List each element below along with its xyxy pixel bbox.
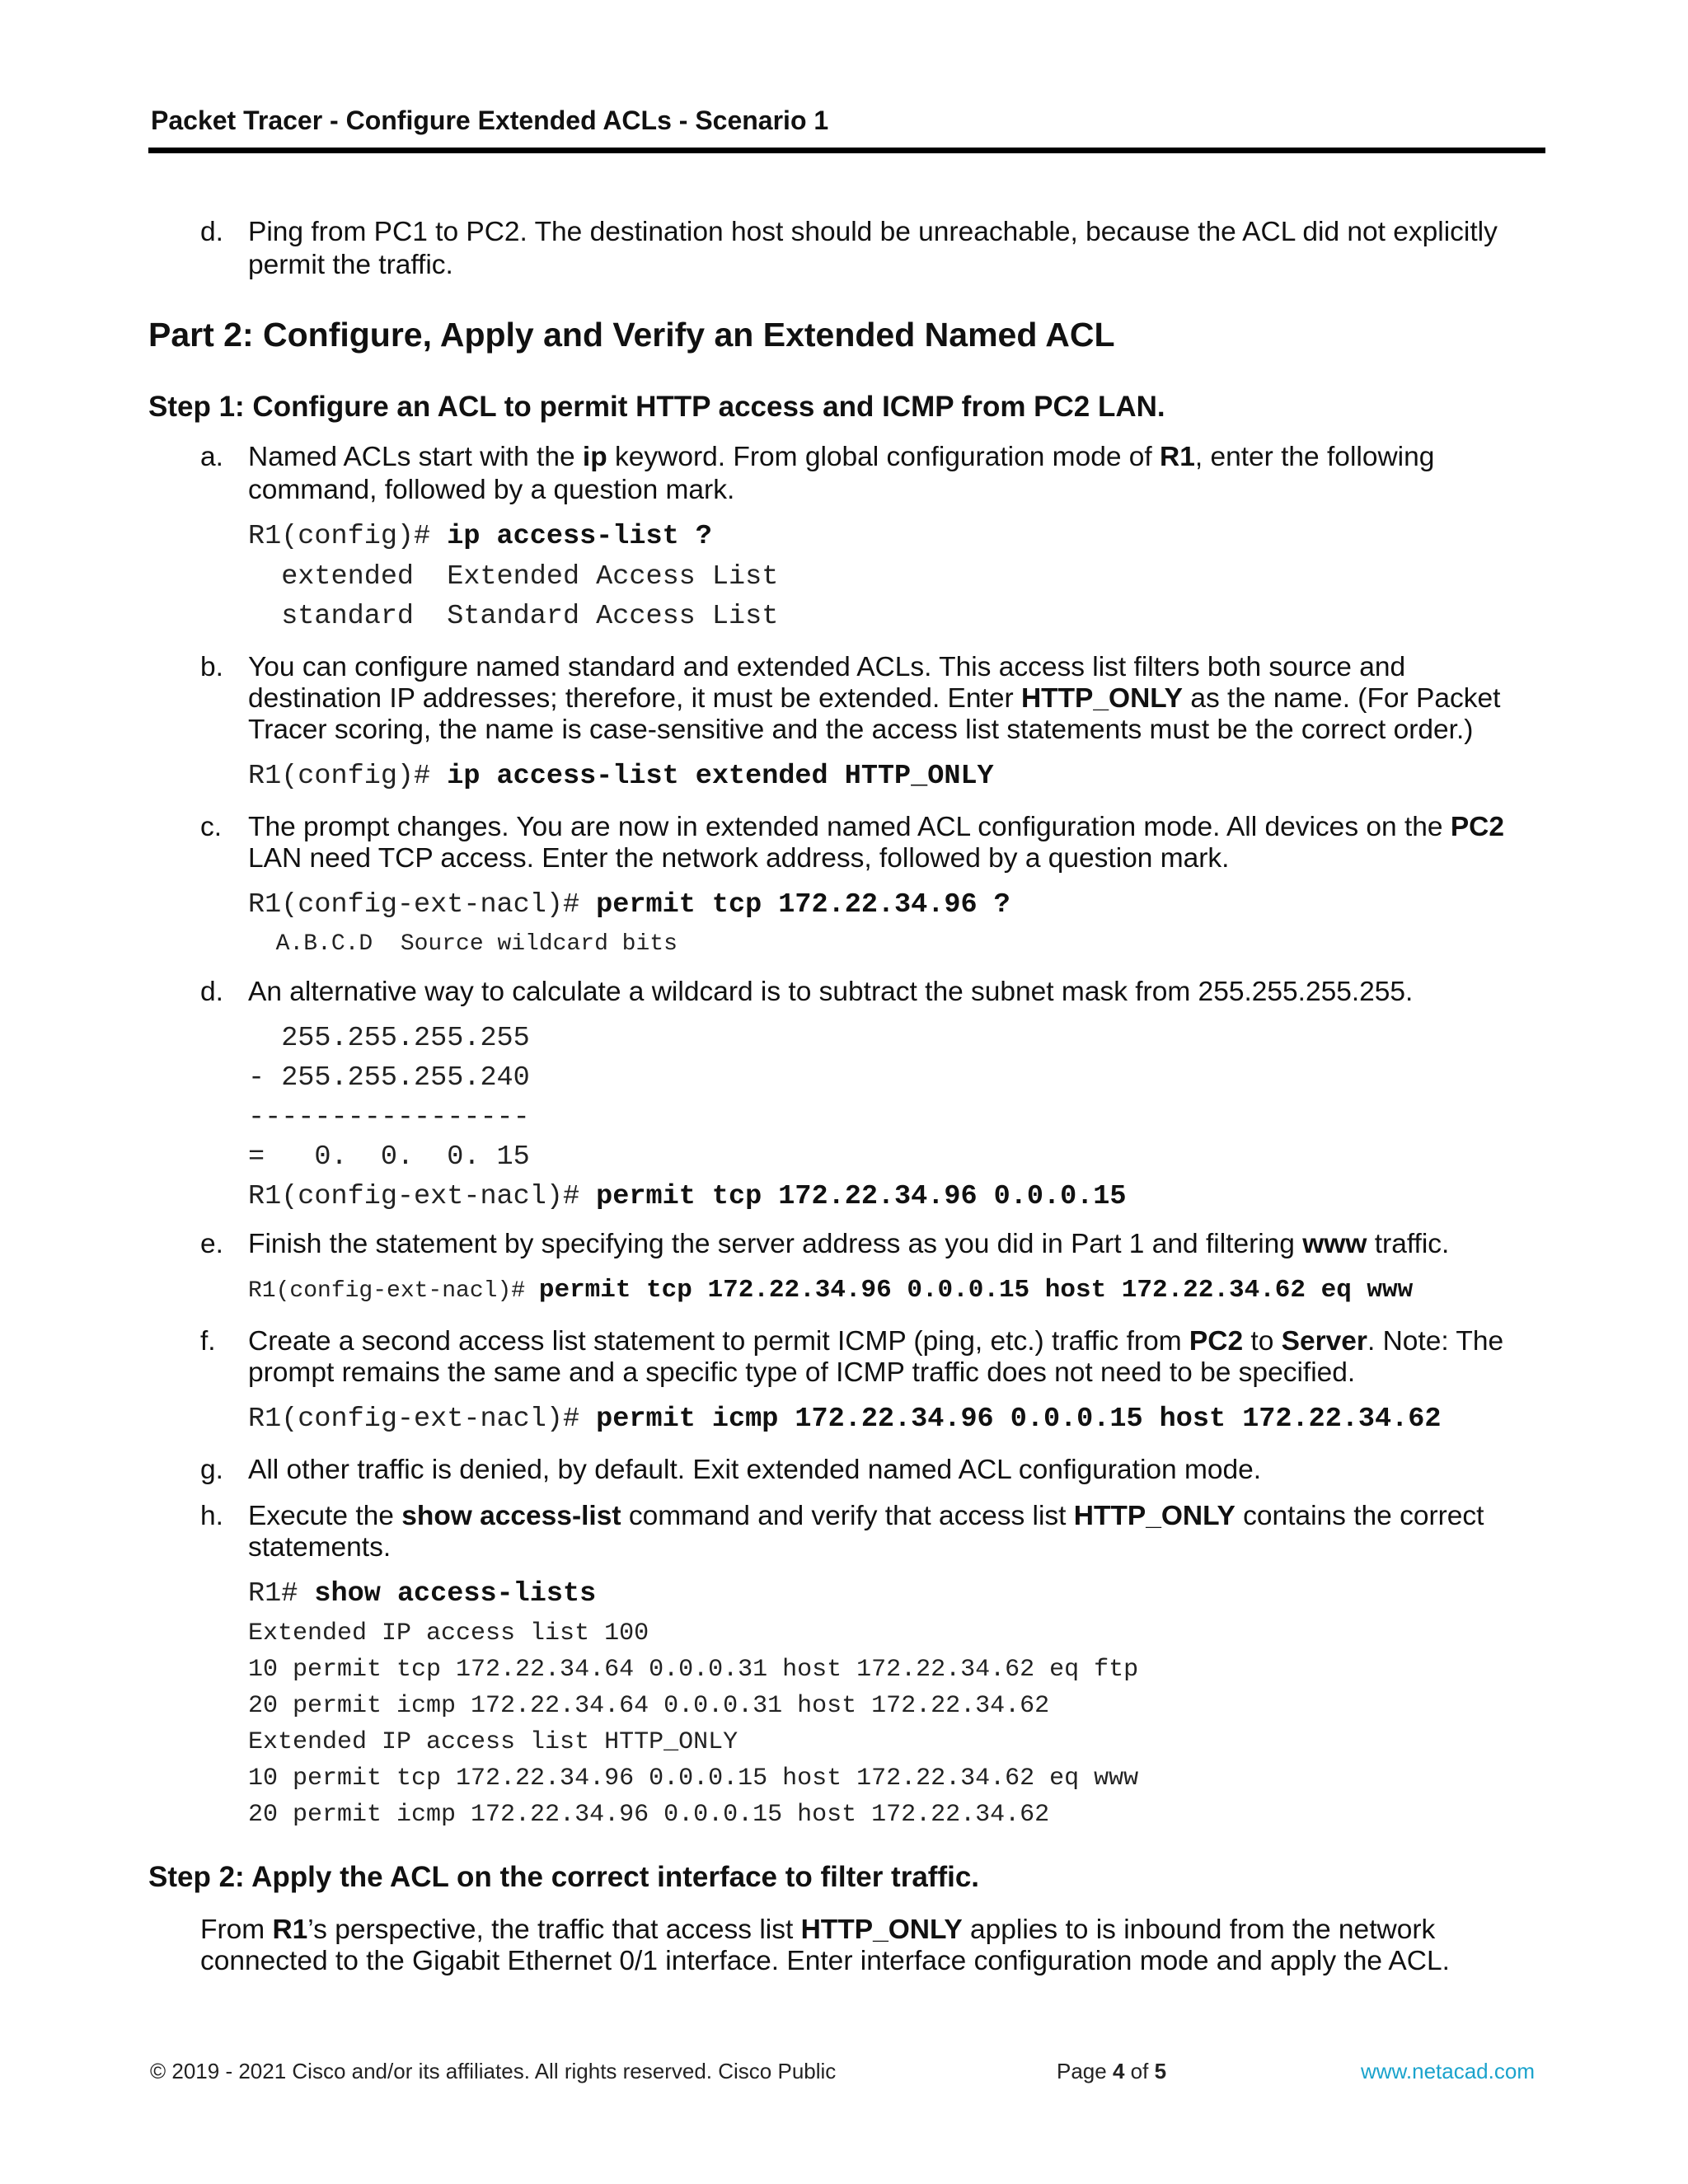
step-heading: Step 2: Apply the ACL on the correct interface to filter traffic. bbox=[148, 1861, 980, 1893]
paragraph-line: connected to the Gigabit Ethernet 0/1 interface. Enter interface configuration mode and apply the ACL. bbox=[200, 1946, 1450, 1976]
bold-text: R1 bbox=[272, 1915, 308, 1945]
cli-input: ip access-list ? bbox=[447, 521, 712, 552]
cli-prompt: R1(config-ext-nacl)# bbox=[248, 889, 597, 921]
cli-input: permit tcp 172.22.34.96 0.0.0.15 host 172.22.34.62 eq www bbox=[538, 1276, 1414, 1305]
calc-line: ----------------- bbox=[248, 1102, 530, 1133]
calc-line: - 255.255.255.240 bbox=[248, 1062, 530, 1094]
cli-command bbox=[248, 888, 1010, 921]
cli-input: permit icmp 172.22.34.96 0.0.0.15 host 172.22.34.62 bbox=[596, 1404, 1442, 1435]
paragraph-line bbox=[248, 682, 1500, 715]
cli-input: permit tcp 172.22.34.96 0.0.0.15 bbox=[596, 1181, 1127, 1212]
cli-command bbox=[248, 520, 712, 553]
cli-command bbox=[248, 1577, 596, 1610]
cli-input: ip access-list extended HTTP_ONLY bbox=[447, 761, 994, 792]
cli-output: 20 permit icmp 172.22.34.64 0.0.0.31 host 172.22.34.62 bbox=[248, 1692, 1050, 1720]
paragraph-line bbox=[248, 811, 1504, 844]
paragraph-line: statements. bbox=[248, 1532, 392, 1563]
page-total: 5 bbox=[1154, 2059, 1167, 2083]
list-letter: d. bbox=[200, 217, 223, 247]
list-letter: b. bbox=[200, 652, 223, 682]
footer-link[interactable]: www.netacad.com bbox=[1361, 2059, 1535, 2083]
step-heading: Step 1: Configure an ACL to permit HTTP access and ICMP from PC2 LAN. bbox=[148, 391, 1165, 423]
bold-text: ip bbox=[582, 442, 607, 472]
paragraph-line bbox=[200, 1914, 1435, 1947]
bold-text: www bbox=[1302, 1229, 1367, 1259]
paragraph-line: An alternative way to calculate a wildcard is to subtract the subnet mask from 255.255.255.255. bbox=[248, 977, 1414, 1007]
bold-text: HTTP_ONLY bbox=[1073, 1501, 1236, 1531]
cli-output: Extended IP access list 100 bbox=[248, 1619, 649, 1647]
cli-prompt: R1(config)# bbox=[248, 761, 448, 792]
footer-copyright: © 2019 - 2021 Cisco and/or its affiliates. All rights reserved. Cisco Public bbox=[150, 2059, 837, 2083]
list-letter: f. bbox=[200, 1326, 216, 1357]
text-run: contains the correct bbox=[1235, 1501, 1484, 1531]
cli-command bbox=[248, 760, 994, 793]
part-heading: Part 2: Configure, Apply and Verify an Extended Named ACL bbox=[148, 316, 1115, 354]
document-title: Packet Tracer - Configure Extended ACLs - Scenario 1 bbox=[151, 105, 829, 135]
text-run: applies to is inbound from the network bbox=[962, 1915, 1436, 1945]
paragraph-line bbox=[248, 1500, 1484, 1533]
text-run: , enter the following bbox=[1194, 442, 1435, 472]
cli-prompt: R1(config-ext-nacl)# bbox=[248, 1278, 539, 1304]
bold-text: Server bbox=[1281, 1326, 1367, 1357]
text-run: Named ACLs start with the bbox=[248, 442, 583, 472]
cli-output: A.B.C.D Source wildcard bits bbox=[248, 931, 678, 957]
text-run: as the name. (For Packet bbox=[1183, 683, 1501, 714]
cli-output: standard Standard Access List bbox=[248, 601, 779, 632]
paragraph-line: All other traffic is denied, by default. Exit extended named ACL configuration mode. bbox=[248, 1455, 1262, 1485]
cli-input: permit tcp 172.22.34.96 ? bbox=[596, 889, 1010, 921]
text-run: Finish the statement by specifying the server address as you did in Part 1 and filtering bbox=[248, 1229, 1303, 1259]
bold-text: HTTP_ONLY bbox=[800, 1915, 963, 1945]
paragraph-line bbox=[248, 1325, 1503, 1358]
cli-command bbox=[248, 1403, 1441, 1436]
bold-text: PC2 bbox=[1450, 812, 1504, 842]
paragraph-line: LAN need TCP access. Enter the network address, followed by a question mark. bbox=[248, 843, 1230, 874]
text-run: From bbox=[200, 1915, 273, 1945]
list-letter: d. bbox=[200, 977, 223, 1007]
paragraph-line: You can configure named standard and extended ACLs. This access list filters both source and bbox=[248, 652, 1406, 682]
cli-output: 20 permit icmp 172.22.34.96 0.0.0.15 host 172.22.34.62 bbox=[248, 1801, 1050, 1829]
list-letter: e. bbox=[200, 1229, 223, 1259]
cli-prompt: R1(config-ext-nacl)# bbox=[248, 1181, 597, 1212]
footer-page-number bbox=[1057, 2059, 1166, 2084]
paragraph-line: command, followed by a question mark. bbox=[248, 475, 735, 505]
cli-output: 10 permit tcp 172.22.34.64 0.0.0.31 host 172.22.34.62 eq ftp bbox=[248, 1656, 1139, 1684]
list-letter: c. bbox=[200, 812, 223, 842]
bold-text: PC2 bbox=[1189, 1326, 1244, 1357]
calc-line: 255.255.255.255 bbox=[248, 1023, 530, 1054]
bold-text: HTTP_ONLY bbox=[1020, 683, 1184, 714]
bold-text: show access-list bbox=[401, 1501, 621, 1531]
cli-output: extended Extended Access List bbox=[248, 561, 779, 593]
list-letter: h. bbox=[200, 1501, 223, 1531]
text-run: Execute the bbox=[248, 1501, 402, 1531]
text-run: traffic. bbox=[1367, 1229, 1450, 1259]
list-letter: a. bbox=[200, 442, 223, 472]
cli-prompt: R1# bbox=[248, 1578, 315, 1610]
text-run: destination IP addresses; therefore, it must be extended. Enter bbox=[248, 683, 1021, 714]
paragraph-line: Ping from PC1 to PC2. The destination host should be unreachable, because the ACL did not explicitly bbox=[248, 217, 1498, 247]
paragraph-line: Tracer scoring, the name is case-sensitive and the access list statements must be the correct order.) bbox=[248, 715, 1474, 745]
text-run: command and verify that access list bbox=[621, 1501, 1074, 1531]
page-current: 4 bbox=[1112, 2059, 1125, 2083]
text-run: . Note: The bbox=[1367, 1326, 1504, 1357]
text-run: ’s perspective, the traffic that access list bbox=[307, 1915, 801, 1945]
calc-line: = 0. 0. 0. 15 bbox=[248, 1141, 530, 1173]
cli-output: Extended IP access list HTTP_ONLY bbox=[248, 1728, 738, 1756]
text-run: of bbox=[1124, 2059, 1155, 2083]
page-header bbox=[148, 102, 1545, 153]
cli-command bbox=[248, 1180, 1126, 1213]
list-letter: g. bbox=[200, 1455, 223, 1485]
cli-input: show access-lists bbox=[314, 1578, 597, 1610]
cli-prompt: R1(config)# bbox=[248, 521, 448, 552]
paragraph-line bbox=[248, 441, 1434, 474]
text-run: Create a second access list statement to permit ICMP (ping, etc.) traffic from bbox=[248, 1326, 1189, 1357]
cli-command bbox=[248, 1274, 1413, 1308]
cli-output: 10 permit tcp 172.22.34.96 0.0.0.15 host 172.22.34.62 eq www bbox=[248, 1765, 1139, 1793]
text-run: to bbox=[1243, 1326, 1282, 1357]
text-run: The prompt changes. You are now in extended named ACL configuration mode. All devices on the bbox=[248, 812, 1451, 842]
paragraph-line bbox=[248, 1228, 1449, 1261]
cli-prompt: R1(config-ext-nacl)# bbox=[248, 1404, 597, 1435]
bold-text: R1 bbox=[1160, 442, 1195, 472]
paragraph-line: permit the traffic. bbox=[248, 250, 453, 280]
paragraph-line: prompt remains the same and a specific type of ICMP traffic does not need to be specified. bbox=[248, 1357, 1356, 1388]
text-run: keyword. From global configuration mode of bbox=[607, 442, 1160, 472]
text-run: Page bbox=[1057, 2059, 1113, 2083]
